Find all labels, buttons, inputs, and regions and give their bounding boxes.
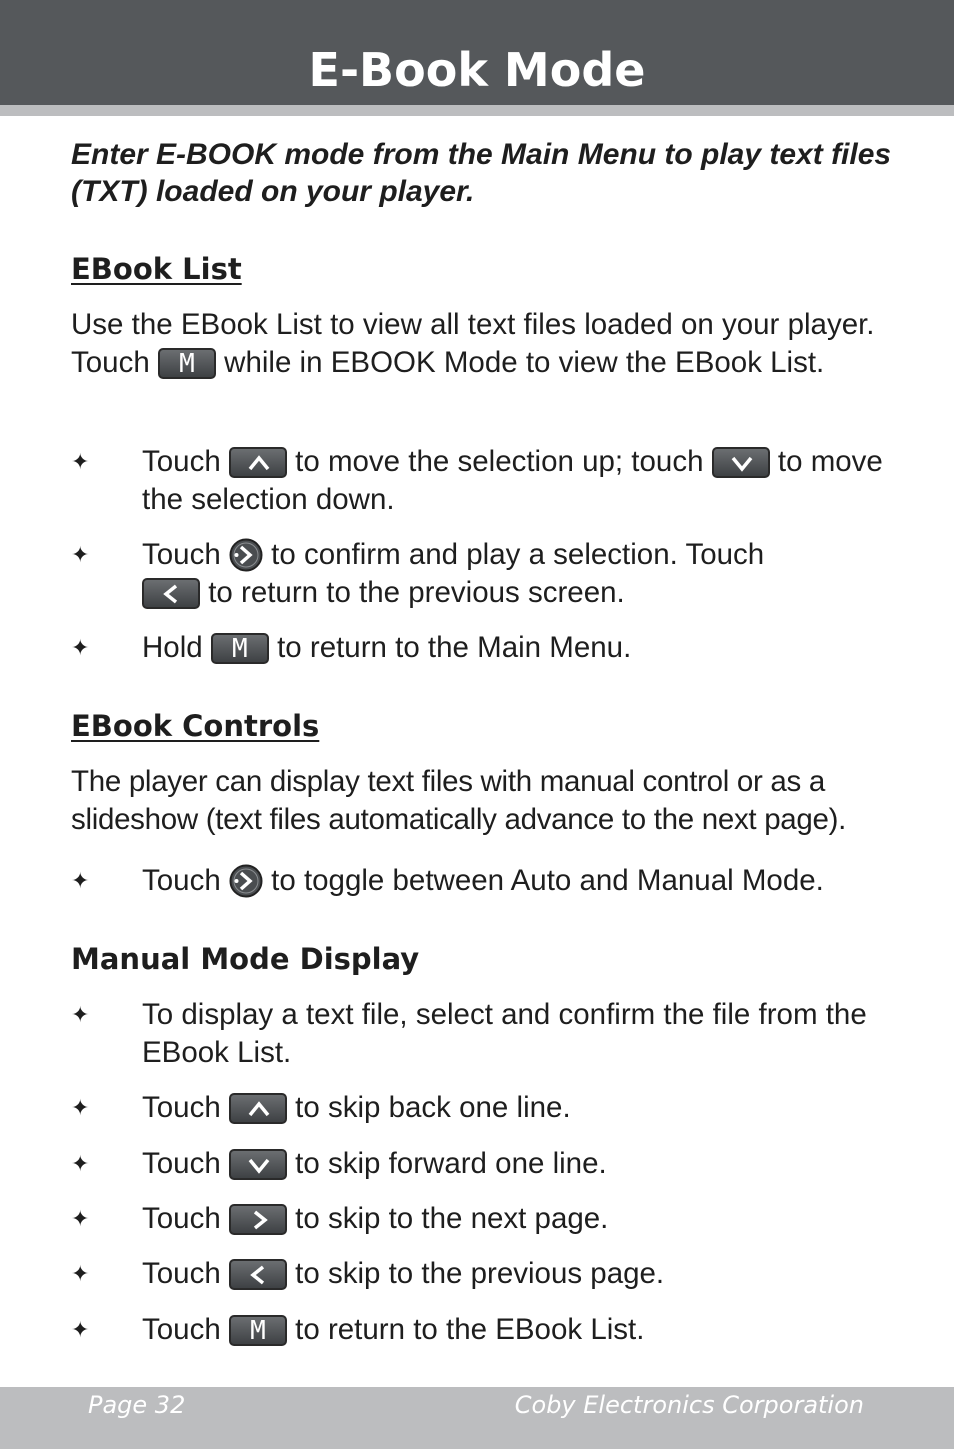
- left-arrow-key-icon: [229, 1259, 287, 1290]
- right-arrow-key-icon: [229, 1204, 287, 1235]
- m-key-icon: [211, 633, 269, 664]
- bullet-text: to skip to the previous page.: [295, 1257, 665, 1290]
- four-point-star-icon: ✦: [71, 1261, 90, 1286]
- m-key-label: M: [179, 349, 195, 379]
- up-arrow-key-icon: [229, 1093, 287, 1124]
- four-point-star-icon: ✦: [71, 1151, 90, 1176]
- ebook-list-para-after: while in EBOOK Mode to view the EBook List.: [224, 346, 825, 379]
- up-arrow-key-icon: [229, 447, 287, 478]
- list-item: [71, 1311, 901, 1349]
- page-number: Page 32: [88, 1391, 186, 1419]
- bullet-text: To display a text file, select and confirm the file from the EBook List.: [142, 998, 867, 1069]
- m-key-label: M: [250, 1316, 266, 1346]
- list-item: [71, 1145, 901, 1183]
- m-key-icon: [158, 348, 216, 379]
- round-confirm-key-icon: [229, 864, 263, 898]
- ebook-controls-heading: EBook Controls: [71, 709, 320, 743]
- page-title: E-Book Mode: [308, 43, 646, 97]
- intro-text: Enter E-BOOK mode from the Main Menu to play text files (TXT) loaded on your player.: [71, 138, 892, 208]
- company-name: Coby Electronics Corporation: [514, 1391, 864, 1419]
- bullet-text: to toggle between Auto and Manual Mode.: [271, 864, 824, 897]
- bullet-text: Touch: [142, 445, 221, 478]
- bullet-text: to return to the EBook List.: [295, 1313, 645, 1346]
- bullet-text: to skip to the next page.: [295, 1202, 609, 1235]
- bullet-text: Touch: [142, 538, 221, 571]
- list-item: [71, 1200, 901, 1238]
- bullet-text: to move the selection down.: [142, 445, 883, 516]
- bullet-text: to return to the Main Menu.: [277, 631, 632, 664]
- ebook-controls-paragraph: The player can display text files with manual control or as a slideshow (text files automatically advance to the next page).: [71, 765, 847, 836]
- m-key-label: M: [232, 634, 248, 664]
- list-item: [71, 1255, 901, 1293]
- bullet-text: Hold: [142, 631, 203, 664]
- bullet-text: Touch: [142, 864, 221, 897]
- bullet-text: to move the selection up; touch: [295, 445, 704, 478]
- ebook-list-heading: EBook List: [71, 252, 242, 286]
- list-item: [71, 996, 901, 1072]
- bullet-text: Touch: [142, 1202, 221, 1235]
- bullet-text: to return to the previous screen.: [208, 576, 625, 609]
- bullet-text: Touch: [142, 1091, 221, 1124]
- four-point-star-icon: ✦: [71, 1206, 90, 1231]
- bullet-text: to skip back one line.: [295, 1091, 571, 1124]
- list-item: [71, 1089, 901, 1127]
- bullet-text: Touch: [142, 1147, 221, 1180]
- four-point-star-icon: ✦: [71, 635, 90, 660]
- list-item: [71, 536, 901, 612]
- bullet-text: Touch: [142, 1313, 221, 1346]
- round-confirm-key-icon: [229, 538, 263, 572]
- list-item: [71, 862, 901, 900]
- four-point-star-icon: ✦: [71, 1095, 90, 1120]
- four-point-star-icon: ✦: [71, 449, 90, 474]
- four-point-star-icon: ✦: [71, 868, 90, 893]
- ebook-list-paragraph: [71, 306, 901, 382]
- down-arrow-key-icon: [229, 1149, 287, 1180]
- list-item: [71, 443, 901, 519]
- bullet-text: to skip forward one line.: [295, 1147, 607, 1180]
- left-arrow-key-icon: [142, 578, 200, 609]
- manual-mode-heading: Manual Mode Display: [71, 942, 420, 976]
- m-key-icon: [229, 1315, 287, 1346]
- bullet-text: Touch: [142, 1257, 221, 1290]
- header-rule: [0, 105, 954, 116]
- down-arrow-key-icon: [712, 447, 770, 478]
- bullet-text: to confirm and play a selection. Touch: [271, 538, 765, 571]
- four-point-star-icon: ✦: [71, 1317, 90, 1342]
- four-point-star-icon: ✦: [71, 542, 90, 567]
- list-item: [71, 629, 901, 667]
- four-point-star-icon: ✦: [71, 1002, 90, 1027]
- ebook-list-para-before: Use the EBook List to view all text files loaded on your player. Touch: [71, 308, 875, 379]
